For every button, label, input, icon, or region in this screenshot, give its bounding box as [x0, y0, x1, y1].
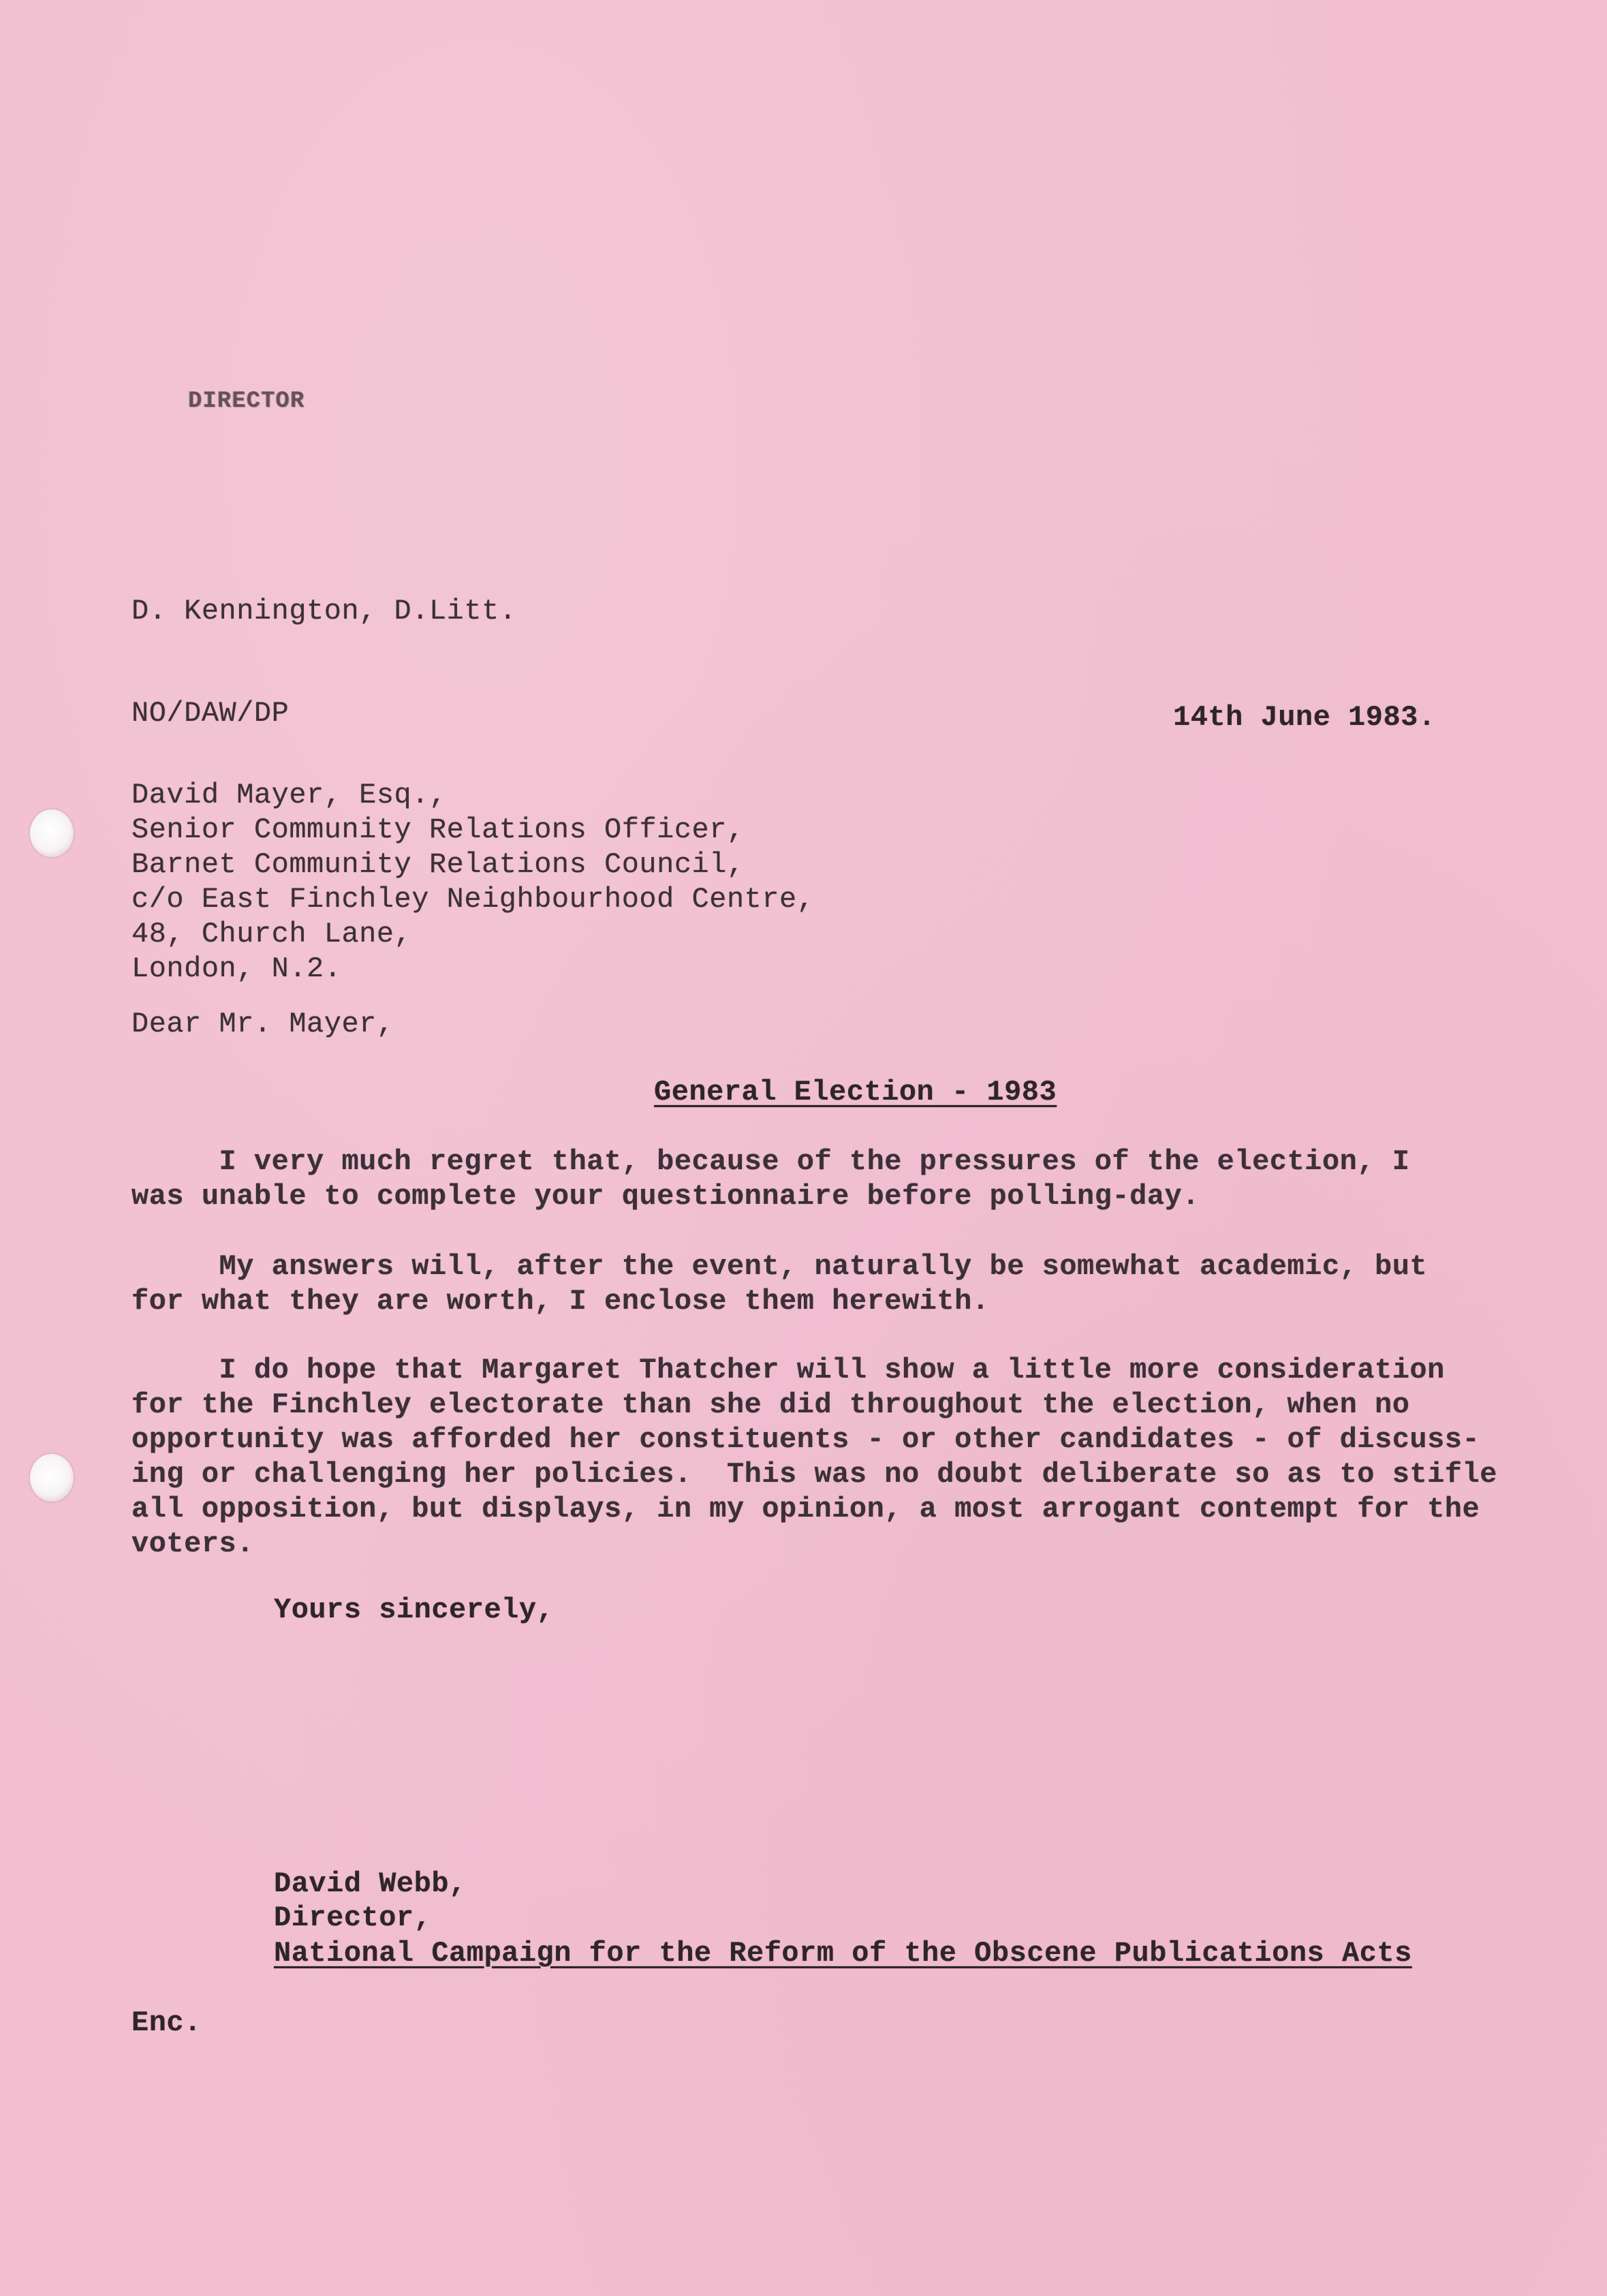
closing: Yours sincerely,: [274, 1594, 555, 1626]
punch-hole-bottom: [30, 1454, 74, 1502]
body-line: for what they are worth, I enclose them herewith.: [131, 1285, 990, 1318]
enclosure-note: Enc.: [131, 2006, 202, 2039]
body-line: I very much regret that, because of the pressures of the election, I: [131, 1145, 1410, 1178]
recipient-address: [131, 778, 814, 987]
body-line: all opposition, but displays, in my opinion, a most arrogant contempt for the: [131, 1493, 1480, 1525]
recipient-line: 48, Church Lane,: [131, 918, 412, 950]
signature-title: Director,: [274, 1902, 432, 1934]
body-line: My answers will, after the event, naturally be somewhat academic, but: [131, 1250, 1428, 1283]
subject-heading: General Election - 1983: [654, 1076, 1057, 1108]
recipient-line: Senior Community Relations Officer,: [131, 813, 745, 846]
body-line: opportunity was afforded her constituents - or other candidates - of discuss-: [131, 1423, 1480, 1456]
signature-organisation: National Campaign for the Reform of the Obscene Publications Acts: [274, 1937, 1412, 1970]
director-stamp: DIRECTOR: [188, 388, 305, 414]
body-line: was unable to complete your questionnaire before polling-day.: [131, 1180, 1200, 1213]
recipient-line: London, N.2.: [131, 952, 342, 985]
body-paragraph-2: [131, 1250, 1427, 1319]
body-line: I do hope that Margaret Thatcher will show a little more consideration: [131, 1354, 1445, 1386]
recipient-line: c/o East Finchley Neighbourhood Centre,: [131, 883, 815, 916]
recipient-line: David Mayer, Esq.,: [131, 779, 447, 811]
signature-name: David Webb,: [274, 1867, 467, 1900]
body-line: ing or challenging her policies. This was no doubt deliberate so as to stifle: [131, 1458, 1497, 1491]
salutation: Dear Mr. Mayer,: [131, 1008, 394, 1040]
body-line: voters.: [131, 1527, 254, 1560]
recipient-line: Barnet Community Relations Council,: [131, 848, 745, 881]
body-paragraph-1: [131, 1145, 1409, 1214]
sender-line: D. Kennington, D.Litt.: [131, 595, 517, 627]
letter-date: 14th June 1983.: [1173, 701, 1436, 734]
body-line: for the Finchley electorate than she did throughout the election, when no: [131, 1389, 1410, 1421]
punch-hole-top: [30, 809, 74, 857]
body-paragraph-3: [131, 1353, 1497, 1562]
reference-code: NO/DAW/DP: [131, 697, 290, 730]
